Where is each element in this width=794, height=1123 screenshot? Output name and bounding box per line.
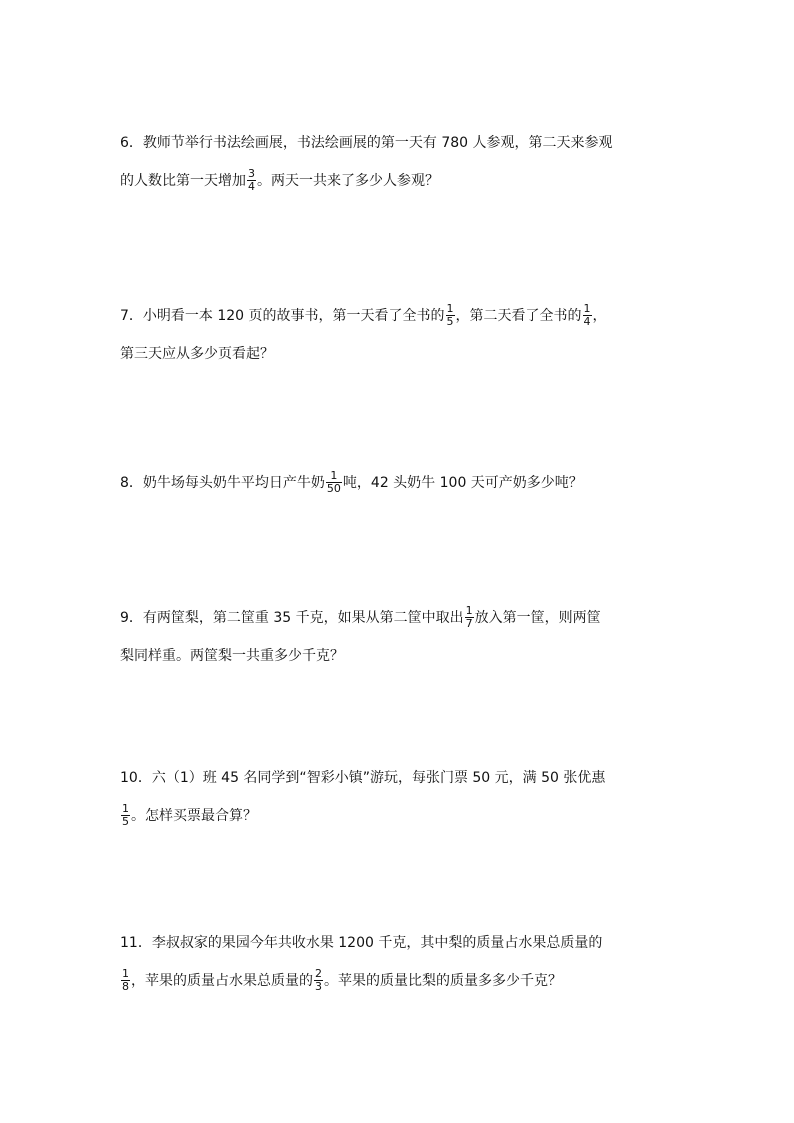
problem-6-line-1 (120, 123, 613, 163)
fraction-numerator: 1 (122, 966, 129, 980)
fraction-denominator: 3 (315, 979, 322, 993)
problem-10-text: 10．六（1）班 45 名同学到“智彩小镇”游玩，每张门票 50 元，满 50 张优惠 (120, 770, 606, 786)
problem-8-text-before: 8．奶牛场每头奶牛平均日产牛奶 (120, 475, 325, 491)
fraction-denominator: 4 (248, 179, 255, 193)
problem-11-text: 11．李叔叔家的果园今年共收水果 1200 千克，其中梨的质量占水果总质量的 (120, 935, 603, 951)
fraction-denominator: 50 (326, 481, 341, 495)
fraction-denominator: 4 (583, 314, 591, 328)
problem-9-line-2 (120, 636, 344, 676)
problem-6-text-before: 的人数比第一天增加 (120, 173, 246, 189)
fraction (121, 968, 130, 993)
problem-7-text-after: ， (592, 308, 607, 324)
problem-11-line-1 (120, 923, 602, 963)
problem-11-line-2 (120, 961, 562, 1001)
problem-6-line-2 (120, 161, 439, 201)
fraction-numerator: 1 (583, 301, 591, 315)
fraction (247, 168, 256, 193)
problem-9-line-1 (120, 598, 601, 638)
fraction (446, 303, 455, 328)
fraction-denominator: 8 (122, 979, 129, 993)
problem-7-text-middle: ，第二天看了全书的 (455, 308, 582, 324)
problem-10-text-after: 。怎样买票最合算？ (131, 808, 257, 824)
fraction-numerator: 1 (465, 603, 473, 617)
problem-7-text: 第三天应从多少页看起？ (120, 346, 274, 362)
problem-11-text-after: 。苹果的质量比梨的质量多多少千克？ (324, 973, 562, 989)
fraction (465, 605, 474, 630)
problem-9-text: 梨同样重。两筐梨一共重多少千克？ (120, 648, 344, 664)
fraction-numerator: 2 (315, 966, 322, 980)
fraction (583, 303, 592, 328)
problem-6-text: 6．教师节举行书法绘画展，书法绘画展的第一天有 780 人参观，第二天来参观 (120, 135, 613, 151)
problem-8-line-1 (120, 463, 583, 503)
fraction (314, 968, 323, 993)
fraction-numerator: 1 (446, 301, 454, 315)
fraction (326, 470, 342, 495)
problem-9-text-before: 9．有两筐梨，第二筐重 35 千克，如果从第二筐中取出 (120, 610, 464, 626)
problem-7-line-1 (120, 296, 607, 336)
problem-8-text-after: 吨，42 头奶牛 100 天可产奶多少吨？ (342, 475, 583, 491)
fraction-numerator: 1 (122, 801, 129, 815)
fraction-denominator: 7 (465, 616, 473, 630)
problem-11-text-middle: ，苹果的质量占水果总质量的 (131, 973, 313, 989)
problem-7-text-before: 7．小明看一本 120 页的故事书，第一天看了全书的 (120, 308, 445, 324)
fraction-denominator: 5 (122, 814, 129, 828)
fraction-numerator: 1 (330, 468, 338, 482)
fraction-denominator: 5 (446, 314, 454, 328)
problem-10-line-2 (120, 796, 257, 836)
problem-10-line-1 (120, 758, 605, 798)
problem-7-line-2 (120, 334, 274, 374)
fraction (121, 803, 130, 828)
problem-6-text-after: 。两天一共来了多少人参观？ (257, 173, 439, 189)
fraction-numerator: 3 (248, 166, 255, 180)
problem-9-text-after: 放入第一筐，则两筐 (474, 610, 601, 626)
